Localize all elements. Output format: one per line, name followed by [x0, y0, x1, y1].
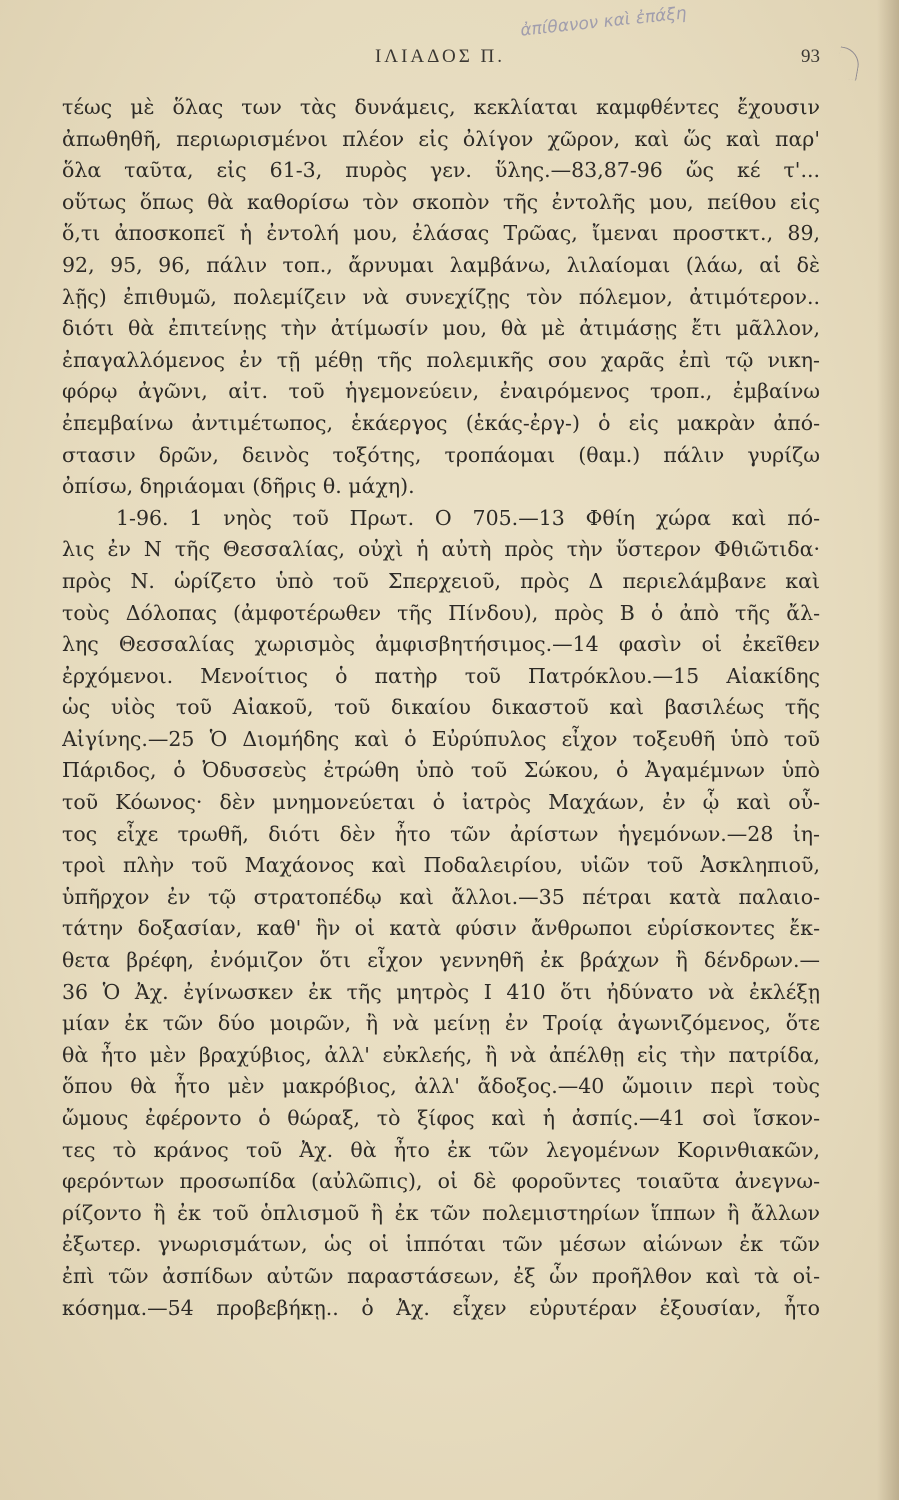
text-line: πρὸς Ν. ὡρίζετο ὑπὸ τοῦ Σπερχειοῦ, πρὸς Δ περιελάμβανε καὶ: [62, 568, 820, 593]
text-line: φερόντων προσωπίδα (αὐλῶπις), οἱ δὲ φοροῦντες τοιαῦτα ἀνεγνω-: [62, 1169, 820, 1194]
handwritten-annotation: ἀπίθανον καὶ ἐπάξη: [519, 3, 688, 41]
text-line: ἐπεμβαίνω ἀντιμέτωπος, ἑκάεργος (ἑκάς-ἐργ-) ὁ εἰς μακρὰν ἀπό-: [62, 410, 820, 435]
text-line: Αἰγίνης.—25 Ὁ Διομήδης καὶ ὁ Εὐρύπυλος εἶχον τοξευθῆ ὑπὸ τοῦ: [62, 726, 820, 751]
text-line: τέως μὲ ὅλας των τὰς δυνάμεις, κεκλίαται καμφθέντες ἔχουσιν: [62, 95, 820, 119]
text-line: ὤμους ἐφέροντο ὁ θώραξ, τὸ ξίφος καὶ ἡ ἀσπίς.—41 σοὶ ἴσκον-: [62, 1106, 820, 1130]
text-line: ὅ,τι ἀποσκοπεῖ ἡ ἐντολή μου, ἐλάσας Τρῶας, ἴμεναι προστκτ., 89,: [62, 221, 820, 246]
text-line: λις ἐν Ν τῆς Θεσσαλίας, οὐχὶ ἡ αὐτὴ πρὸς τὴν ὕστερον Φθιῶτιδα·: [62, 537, 820, 562]
page-number: 93: [801, 46, 820, 67]
text-line: τοῦ Κόωνος· δὲν μνημονεύεται ὁ ἰατρὸς Μαχάων, ἐν ᾧ καὶ οὗ-: [62, 790, 820, 815]
text-line: ὡς υἱὸς τοῦ Αἰακοῦ, τοῦ δικαίου δικαστοῦ καὶ βασιλέως τῆς: [62, 695, 820, 720]
text-line: ἐπαγαλλόμενος ἐν τῇ μέθῃ τῆς πολεμικῆς σου χαρᾶς ἐπὶ τῷ νικη-: [62, 347, 820, 372]
text-line: ἐρχόμενοι. Μενοίτιος ὁ πατὴρ τοῦ Πατρόκλου.—15 Αἰακίδης: [62, 663, 820, 688]
text-line: Πάριδος, ὁ Ὀδυσσεὺς ἐτρώθη ὑπὸ τοῦ Σώκου, ὁ Ἀγαμέμνων ὑπὸ: [62, 758, 820, 783]
text-line: μίαν ἐκ τῶν δύο μοιρῶν, ἢ νὰ μείνῃ ἐν Τροίᾳ ἀγωνιζόμενος, ὅτε: [62, 1011, 820, 1036]
text-line: κόσημα.—54 προβεβήκῃ.. ὁ Ἀχ. εἶχεν εὐρυτέραν ἐξουσίαν, ἦτο: [62, 1295, 820, 1320]
text-line: ρίζοντο ἢ ἐκ τοῦ ὁπλισμοῦ ἢ ἐκ τῶν πολεμιστηρίων ἵππων ἢ ἄλλων: [62, 1200, 820, 1225]
text-line: θετα βρέφη, ἐνόμιζον ὅτι εἶχον γεννηθῆ ἐκ βράχων ἢ δένδρων.—: [62, 948, 820, 973]
text-line: ἀπωθηθῆ, περιωρισμένοι πλέον εἰς ὀλίγον χῶρον, καὶ ὥς καὶ παρ': [62, 126, 820, 151]
text-line: ὅλα ταῦτα, εἰς 61-3, πυρὸς γεν. ὕλης.—83,87-96 ὥς κέ τ'...: [62, 158, 820, 183]
text-line: τροὶ πλὴν τοῦ Μαχάονος καὶ Ποδαλειρίου, υἱῶν τοῦ Ἀσκληπιοῦ,: [62, 853, 820, 878]
text-line: διότι θὰ ἐπιτείνῃς τὴν ἀτίμωσίν μου, θὰ μὲ ἀτιμάσῃς ἔτι μᾶλλον,: [62, 316, 820, 341]
text-line: τάτην δοξασίαν, καθ' ἣν οἱ κατὰ φύσιν ἄνθρωποι εὑρίσκοντες ἔκ-: [62, 916, 820, 941]
page-header: [60, 46, 820, 74]
text-line: λῇς) ἐπιθυμῶ, πολεμίζειν νὰ συνεχίζῃς τὸν πόλεμον, ἀτιμότερον..: [62, 284, 820, 309]
text-line: τος εἶχε τρωθῆ, διότι δὲν ἦτο τῶν ἀρίστων ἡγεμόνων.—28 ἰη-: [62, 821, 820, 846]
text-line: φόρῳ ἀγῶνι, αἰτ. τοῦ ἡγεμονεύειν, ἐναιρόμενος τροπ., ἐμβαίνω: [62, 379, 820, 404]
text-line: ἐπὶ τῶν ἀσπίδων αὐτῶν παραστάσεων, ἐξ ὧν προῆλθον καὶ τὰ οἰ-: [62, 1263, 820, 1288]
text-line: 1-96. 1 νηὸς τοῦ Πρωτ. Ο 705.—13 Φθίη χώρα καὶ πό-: [116, 505, 820, 530]
text-line: οὕτως ὅπως θὰ καθορίσω τὸν σκοπὸν τῆς ἐντολῆς μου, πείθου εἰς: [62, 189, 820, 214]
text-line: ὀπίσω, δηριάομαι (δῆρις θ. μάχη).: [62, 474, 415, 499]
commentary-text: [62, 92, 820, 1324]
text-line: ὑπῆρχον ἐν τῷ στρατοπέδῳ καὶ ἄλλοι.—35 πέτραι κατὰ παλαιο-: [62, 884, 820, 909]
page-binding-shadow: [877, 0, 899, 1500]
text-line: τοὺς Δόλοπας (ἀμφοτέρωθεν τῆς Πίνδου), πρὸς Β ὁ ἀπὸ τῆς ἄλ-: [62, 600, 820, 625]
margin-pencil-mark: [835, 46, 861, 80]
text-line: λης Θεσσαλίας χωρισμὸς ἀμφισβητήσιμος.—14 φασὶν οἱ ἐκεῖθεν: [62, 632, 820, 657]
text-line: 92, 95, 96, πάλιν τοπ., ἄρνυμαι λαμβάνω, λιλαίομαι (λάω, αἱ δὲ: [62, 252, 820, 277]
text-line: στασιν δρῶν, δεινὸς τοξότης, τροπάομαι (θαμ.) πάλιν γυρίζω: [62, 442, 820, 467]
text-line: ἐξωτερ. γνωρισμάτων, ὡς οἱ ἱππόται τῶν μέσων αἰώνων ἐκ τῶν: [62, 1232, 820, 1257]
running-title: ΙΛΙΑΔΟΣ Π.: [374, 46, 506, 67]
text-line: τες τὸ κράνος τοῦ Ἀχ. θὰ ἦτο ἐκ τῶν λεγομένων Κορινθιακῶν,: [62, 1137, 820, 1162]
text-line: θὰ ἦτο μὲν βραχύβιος, ἀλλ' εὐκλεής, ἢ νὰ ἀπέλθῃ εἰς τὴν πατρίδα,: [62, 1042, 820, 1067]
text-line: ὅπου θὰ ἦτο μὲν μακρόβιος, ἀλλ' ἄδοξος.—40 ὤμοιιν περὶ τοὺς: [62, 1074, 820, 1099]
text-line: 36 Ὁ Ἀχ. ἐγίνωσκεν ἐκ τῆς μητρὸς Ι 410 ὅτι ἠδύνατο νὰ ἐκλέξῃ: [62, 979, 820, 1004]
